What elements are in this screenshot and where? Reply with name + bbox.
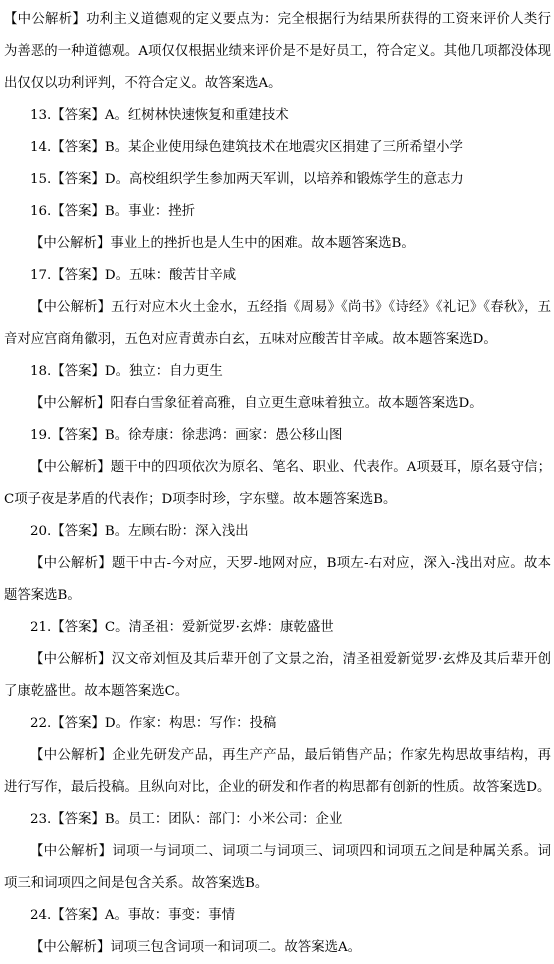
answer-line-16: 16.【答案】B。事业：挫折 <box>30 204 196 219</box>
answer-line-15: 15.【答案】D。高校组织学生参加两天军训，以培养和锻炼学生的意志力 <box>30 172 464 187</box>
analysis-paragraph: 【中公解析】阳春白雪象征着高雅，自立更生意味着独立。故本题答案选D。 <box>30 396 483 411</box>
answer-line-20: 20.【答案】B。左顾右盼：深入浅出 <box>30 524 249 539</box>
analysis-paragraph: 【中公解析】五行对应木火土金水，五经指《周易》《尚书》《诗经》《礼记》《春秋》，五音对应宫商角徽羽，五色对应青黄赤白玄，五味对应酸苦甘辛咸。故本题答案选D。 <box>4 300 551 347</box>
answer-line-17: 17.【答案】D。五味：酸苦甘辛咸 <box>30 268 237 283</box>
analysis-paragraph: 【中公解析】事业上的挫折也是人生中的困难。故本题答案选B。 <box>30 236 415 251</box>
answer-line-21: 21.【答案】C。清圣祖：爱新觉罗·玄烨：康乾盛世 <box>30 620 334 635</box>
analysis-paragraph: 【中公解析】词项三包含词项一和词项二。故答案选A。 <box>30 940 362 955</box>
answer-line-19: 19.【答案】B。徐寿康：徐悲鸿：画家：愚公移山图 <box>30 428 343 443</box>
analysis-paragraph: 【中公解析】功利主义道德观的定义要点为：完全根据行为结果所获得的工资来评价人类行为善恶的一种道德观。A项仅仅根据业绩来评价是不是好员工，符合定义。其他几项都没体现出仅仅以功利评判，不符合定义。故答案选A。 <box>4 12 551 91</box>
analysis-paragraph: 【中公解析】题干中古-今对应，天罗-地网对应，B项左-右对应，深入-浅出对应。故本题答案选B。 <box>4 556 551 603</box>
analysis-paragraph: 【中公解析】题干中的四项依次为原名、笔名、职业、代表作。A项聂耳，原名聂守信；C项子夜是茅盾的代表作；D项李时珍，字东璧。故本题答案选B。 <box>4 460 551 507</box>
answer-line-24: 24.【答案】A。事故：事变：事情 <box>30 908 236 923</box>
answer-line-23: 23.【答案】B。员工：团队：部门：小米公司：企业 <box>30 812 343 827</box>
analysis-paragraph: 【中公解析】汉文帝刘恒及其后辈开创了文景之治，清圣祖爱新觉罗·玄烨及其后辈开创了康乾盛世。故本题答案选C。 <box>4 652 551 699</box>
analysis-paragraph: 【中公解析】企业先研发产品，再生产产品，最后销售产品；作家先构思故事结构，再进行写作，最后投稿。且纵向对比，企业的研发和作者的构思都有创新的性质。故答案选D。 <box>4 748 551 795</box>
analysis-paragraph: 【中公解析】词项一与词项二、词项二与词项三、词项四和词项五之间是种属关系。词项三和词项四之间是包含关系。故答案选B。 <box>4 844 551 891</box>
answer-line-13: 13.【答案】A。红树林快速恢复和重建技术 <box>30 108 289 123</box>
answer-line-14: 14.【答案】B。某企业使用绿色建筑技术在地震灾区捐建了三所希望小学 <box>30 140 463 155</box>
answer-line-22: 22.【答案】D。作家：构思：写作：投稿 <box>30 716 277 731</box>
answer-line-18: 18.【答案】D。独立：自力更生 <box>30 364 223 379</box>
